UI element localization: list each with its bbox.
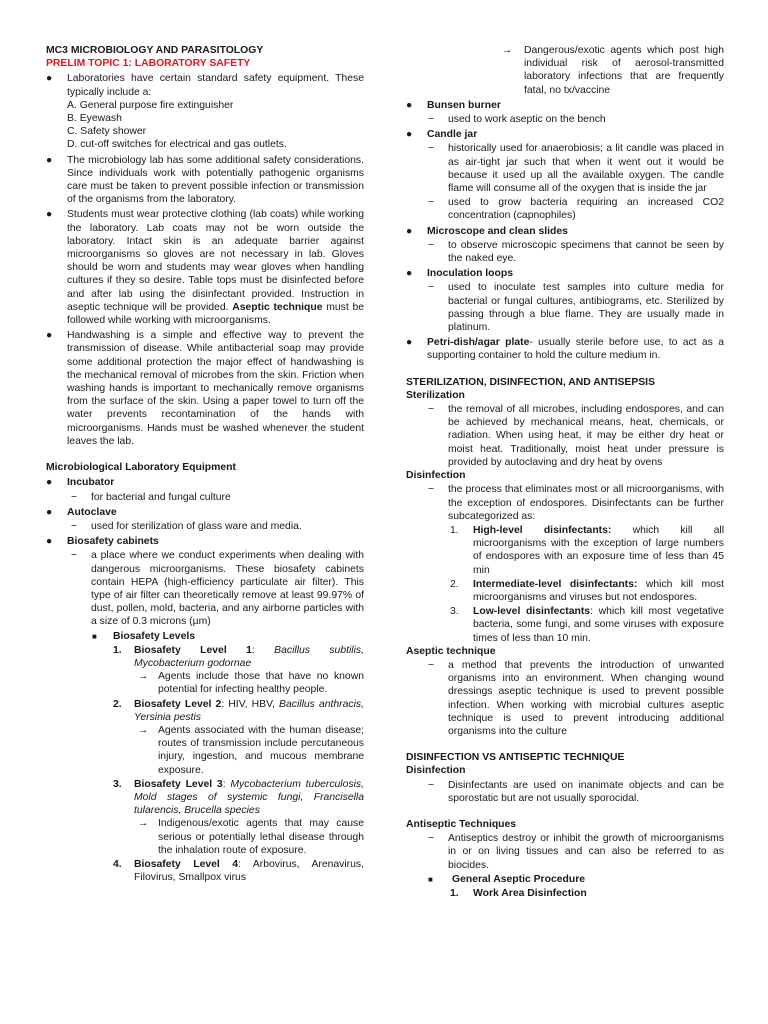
equipment-desc bbox=[406, 281, 724, 334]
dash-icon: − bbox=[428, 239, 435, 251]
equipment-name: Inoculation loops bbox=[427, 268, 514, 280]
sterilization-desc bbox=[406, 403, 724, 469]
equipment-inoculation-loops bbox=[406, 267, 724, 280]
lab-coat-text: Students must wear protective clothing (lab coats) while working the laboratory. Lab coats may not be worn outside the laboratory. Intact skin is an adequate barrier against microorganisms so gloves are not necessary in lab. Gloves should be worn and students may wear gloves when handling cultures if they so desire. Table tops must be disinfected before and after lab using the disinfectant provided. Instruction in aseptic technique will be provided. bbox=[67, 209, 364, 313]
level-number: 1. bbox=[113, 644, 122, 656]
topic-title: PRELIM TOPIC 1: LABORATORY SAFETY bbox=[46, 58, 251, 70]
equipment-microscope bbox=[406, 225, 724, 238]
bullet-icon: ● bbox=[46, 73, 53, 85]
level-organisms-plain: Arbovirus, Arenavirus, Filovirus, Smallpox virus bbox=[134, 858, 364, 884]
level-number: 3. bbox=[113, 778, 122, 790]
desc-text: used to grow bacteria requiring an increased CO2 concentration (capnophiles) bbox=[448, 197, 724, 222]
dash-icon: − bbox=[71, 550, 78, 562]
equipment-desc bbox=[406, 239, 724, 265]
level-organisms: Bacillus subtilis, Mycobacterium godornae bbox=[134, 644, 365, 669]
versus-disinfection-subheading: Disinfection bbox=[406, 765, 466, 777]
desc-text: used for sterilization of glass ware and media. bbox=[91, 520, 302, 532]
disinfectant-level-1 bbox=[406, 524, 724, 577]
safety-paragraph: Handwashing is a simple and effective way to prevent the transmission of disease. While antibacterial soap may provide some additional protection the major effect of handwashing is the mechanical removal of microbes from the skin. Friction when washing hands is important to mechanically remove organisms from the surface of the skin. Using a paper towel to turn off the water prevents recontamination of the hands with microorganisms. Hands must be washed whenever the student leaves the lab. bbox=[67, 330, 364, 447]
note-text: Indigenous/exotic agents that may cause serious or potentially lethal disease through the inhalation route of exposure. bbox=[158, 818, 364, 856]
equipment-desc bbox=[406, 196, 724, 222]
level-label: Biosafety Level 2 bbox=[134, 698, 222, 710]
safety-bullet-4 bbox=[46, 329, 364, 448]
safety-item: A. General purpose fire extinguisher bbox=[67, 99, 234, 111]
level-desc: which kill all microorganisms with the exception of large numbers of endospores with an exposure time of less than 45 min bbox=[473, 524, 725, 576]
sterilization-subheading: Sterilization bbox=[406, 389, 465, 401]
disinfection-subheading: Disinfection bbox=[406, 470, 466, 482]
equipment-petri-dish bbox=[406, 336, 724, 362]
arrow-icon: → bbox=[138, 818, 149, 830]
dash-icon: − bbox=[428, 484, 435, 496]
dash-icon: − bbox=[428, 404, 435, 416]
dash-icon: − bbox=[428, 659, 435, 671]
desc-text: to observe microscopic specimens that cannot be seen by the naked eye. bbox=[448, 239, 724, 265]
desc-text: historically used for anaerobiosis; a lit candle was placed in as air-tight jar such that when it went out it would be because it used up all the available oxygen. The candle flame will consume all of the oxygen that is inside the jar bbox=[448, 143, 724, 195]
desc-text: used to work aseptic on the bench bbox=[448, 114, 606, 126]
bullet-icon: ● bbox=[46, 209, 53, 221]
bullet-icon: ● bbox=[46, 536, 53, 548]
level-label: Biosafety Level 3 bbox=[134, 778, 223, 790]
safety-bullet-2 bbox=[46, 154, 364, 207]
desc-text: used to inoculate test samples into culture media for bacterial or fungal cultures, antibiograms, etc. Sterilized by passing through a blue flame. They are usually made in platinum. bbox=[448, 282, 724, 334]
aseptic-desc bbox=[406, 659, 724, 738]
arrow-icon: → bbox=[502, 45, 513, 56]
level-organisms-plain: HIV, HBV, bbox=[228, 698, 280, 710]
equipment-name: Bunsen burner bbox=[427, 99, 501, 111]
note-text: Dangerous/exotic agents which post high individual risk of aerosol-transmitted laboratory infections that are frequently fatal, no tx/vaccine bbox=[524, 45, 724, 96]
aseptic-term: Aseptic technique bbox=[232, 301, 323, 313]
bullet-icon: ● bbox=[406, 268, 413, 280]
equipment-name: Microscope and clean slides bbox=[427, 225, 568, 237]
level-number: 4. bbox=[113, 858, 122, 870]
general-aseptic-heading bbox=[406, 873, 724, 886]
equipment-bunsen bbox=[406, 99, 724, 112]
desc-text: a method that prevents the introduction of unwanted organisms into an environment. When changing wound dressings aseptic technique is used to prevent possible infection. When working with microbial cultures aseptic technique is used to prevent introducing additional organisms into the culture bbox=[448, 659, 724, 737]
desc-text: Disinfectants are used on inanimate objects and can be sporostatic but are not usually sporocidal. bbox=[448, 779, 724, 804]
equipment-desc bbox=[46, 491, 364, 504]
dash-icon: − bbox=[428, 833, 435, 845]
antiseptic-subheading: Antiseptic Techniques bbox=[406, 818, 517, 830]
dash-icon: − bbox=[71, 520, 78, 532]
level-organisms: Mycobacterium tuberculosis, Mold stages of systemic fungi, Francisella tularencis, Brucella species bbox=[134, 778, 364, 817]
note-text: Agents associated with the human disease; routes of transmission include percutaneous injury, ingestion, and mucous membrane exposure. bbox=[158, 724, 364, 776]
level-number: 1. bbox=[450, 524, 459, 536]
bullet-icon: ● bbox=[406, 99, 413, 111]
safety-bullet-1 bbox=[46, 72, 364, 151]
safety-paragraph: The microbiology lab has some additional safety considerations. Since individuals work with potentially pathogenic organisms care must be taken to prevent possible infection or transmission of the organisms from the laboratory. bbox=[67, 154, 364, 206]
versus-disinfection-desc bbox=[406, 779, 724, 805]
aseptic-text: must be followed while working with microorganisms. bbox=[67, 301, 365, 327]
aseptic-subheading: Aseptic technique bbox=[406, 645, 496, 657]
equipment-biosafety bbox=[46, 535, 364, 548]
disinfection-desc bbox=[406, 483, 724, 523]
equipment-name: Candle jar bbox=[427, 129, 478, 141]
square-bullet-icon: ■ bbox=[428, 874, 433, 884]
desc-text: for bacterial and fungal culture bbox=[91, 491, 231, 503]
dash-icon: − bbox=[428, 143, 435, 155]
safety-item: D. cut-off switches for electrical and gas outlets. bbox=[67, 139, 287, 151]
square-bullet-icon: ■ bbox=[92, 631, 97, 641]
level-label: Biosafety Level 4 bbox=[134, 858, 239, 870]
level-number: 2. bbox=[113, 698, 122, 710]
level-label: Low-level disinfectants bbox=[473, 606, 591, 618]
safety-paragraph bbox=[67, 208, 364, 327]
desc-text: a place where we conduct experiments when dealing with dangerous microorganisms. These biosafety cabinets contain HEPA (high-efficiency particulate air filter). This type of air filter can theoretically remove at least 99.97% of dust, pollen, mold, bacteria, and any airborne particles with a size of 0.3 microns (µm) bbox=[91, 550, 364, 628]
desc-text: the process that eliminates most or all microorganisms, with the exception of endospores. Disinfectants can be further subcategorized as: bbox=[448, 484, 724, 522]
level-label: Biosafety Level 1 bbox=[134, 644, 252, 656]
level-number: 2. bbox=[450, 578, 459, 590]
bullet-icon: ● bbox=[46, 154, 53, 166]
desc-text: the removal of all microbes, including endospores, and can be achieved by mechanical means, heat, chemicals, or radiation. When using heat, it may be either dry heat or moist heat. Traditionally, moist heat under pressure is provided by autoclaving and dry heat by ovens bbox=[448, 404, 724, 468]
level-organisms: Bacillus anthracis, Yersinia pestis bbox=[134, 698, 364, 723]
right-column bbox=[406, 44, 724, 900]
equipment-heading: Microbiological Laboratory Equipment bbox=[46, 462, 236, 474]
note-text: Agents include those that have no known potential for infecting healthy people. bbox=[158, 671, 364, 696]
equipment-name: Autoclave bbox=[67, 506, 117, 518]
level-label: High-level disinfectants: bbox=[473, 524, 612, 536]
safety-intro: Laboratories have certain standard safety equipment. These typically include a: bbox=[67, 73, 364, 98]
left-column bbox=[46, 44, 364, 884]
equipment-name: Biosafety cabinets bbox=[67, 536, 159, 548]
versus-heading: DISINFECTION VS ANTISEPTIC TECHNIQUE bbox=[406, 752, 625, 764]
work-area-item bbox=[406, 887, 724, 900]
level-label: Intermediate-level disinfectants: bbox=[473, 578, 638, 590]
item-text: Work Area Disinfection bbox=[473, 887, 587, 899]
course-title: MC3 MICROBIOLOGY AND PARASITOLOGY bbox=[46, 45, 264, 56]
equipment-incubator bbox=[46, 476, 364, 489]
sterilization-heading: STERILIZATION, DISINFECTION, AND ANTISEPSIS bbox=[406, 376, 655, 388]
equipment-desc bbox=[46, 520, 364, 533]
level-number: 3. bbox=[450, 606, 459, 618]
dash-icon: − bbox=[428, 114, 435, 126]
equipment-autoclave bbox=[46, 506, 364, 519]
equipment-candle-jar bbox=[406, 128, 724, 141]
biosafety-levels-heading bbox=[46, 630, 364, 643]
heading-text: General Aseptic Procedure bbox=[452, 873, 586, 885]
level-desc: : which kill most vegetative bacteria, some fungi, and some viruses with exposure times of less than 10 min. bbox=[473, 606, 724, 644]
disinfectant-level-3 bbox=[406, 605, 724, 645]
equipment-desc bbox=[46, 549, 364, 628]
biosafety-level-3: 3. Biosafety Level 3: Mycobacterium tuberculosis, Mold stages of systemic fungi, Francisella tularencis, Brucella species bbox=[113, 778, 364, 817]
dash-icon: − bbox=[428, 197, 435, 209]
dash-icon: − bbox=[71, 491, 78, 503]
equipment-name: Petri-dish/agar plate bbox=[427, 337, 530, 349]
item-number: 1. bbox=[450, 887, 459, 899]
bullet-icon: ● bbox=[406, 129, 413, 141]
equipment-name: Incubator bbox=[67, 477, 115, 489]
arrow-icon: → bbox=[138, 724, 149, 736]
dash-icon: − bbox=[428, 779, 435, 791]
bullet-icon: ● bbox=[46, 506, 53, 518]
biosafety-level-2: 2. Biosafety Level 2: HIV, HBV, Bacillus anthracis, Yersinia pestis bbox=[113, 698, 364, 723]
equipment-desc bbox=[406, 142, 724, 195]
levels-heading-text: Biosafety Levels bbox=[113, 630, 196, 642]
antiseptic-desc bbox=[406, 832, 724, 872]
arrow-icon: → bbox=[138, 671, 149, 683]
biosafety-level-1: 1. Biosafety Level 1: Bacillus subtilis, Mycobacterium godornae bbox=[113, 644, 365, 669]
level-note bbox=[46, 670, 364, 696]
dash-icon: − bbox=[428, 282, 435, 294]
bullet-icon: ● bbox=[406, 337, 413, 349]
biosafety-level-4: 4. Biosafety Level 4: Arbovirus, Arenavirus, Filovirus, Smallpox virus bbox=[113, 858, 364, 884]
level-4-note bbox=[406, 44, 724, 97]
safety-item: C. Safety shower bbox=[67, 126, 147, 138]
safety-bullet-3 bbox=[46, 208, 364, 327]
desc-text: Antiseptics destroy or inhibit the growth of microorganisms in or on living tissues and can also be referred to as biocides. bbox=[448, 833, 724, 871]
equipment-desc bbox=[406, 113, 724, 126]
level-note bbox=[46, 724, 364, 777]
safety-item: B. Eyewash bbox=[67, 113, 122, 125]
bullet-icon: ● bbox=[46, 477, 53, 489]
level-desc: which kill most microorganisms and viruses but not endospores. bbox=[473, 578, 724, 603]
level-note bbox=[46, 817, 364, 857]
bullet-icon: ● bbox=[46, 330, 53, 342]
desc-text: - usually sterile before use, to act as a supporting container to hold the culture medium in. bbox=[427, 337, 724, 362]
disinfectant-level-2 bbox=[406, 578, 724, 604]
bullet-icon: ● bbox=[406, 225, 413, 237]
